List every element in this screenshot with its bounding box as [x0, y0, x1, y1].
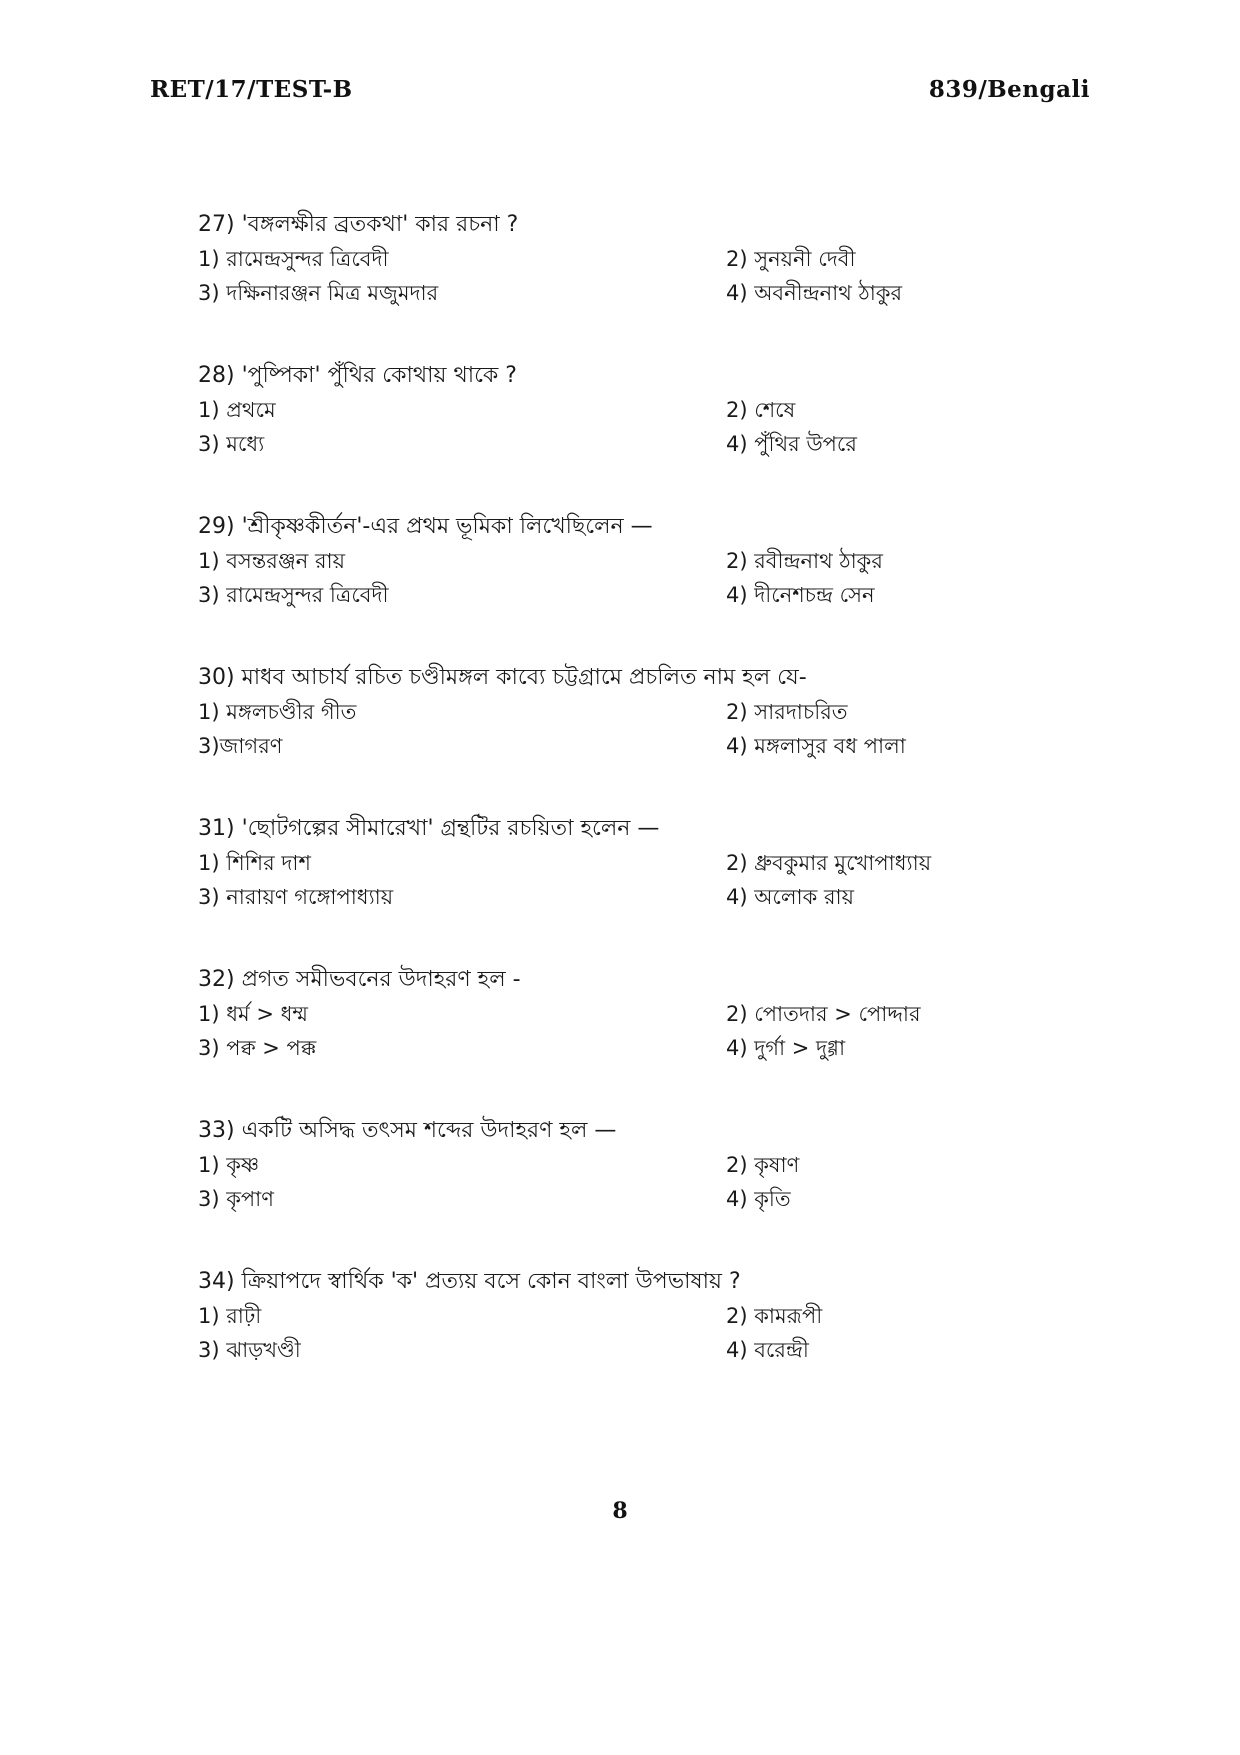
- option-3: 3) রামেন্দ্রসুন্দর ত্রিবেদী: [198, 583, 389, 607]
- option-3: 3) ঝাড়খণ্ডী: [198, 1338, 301, 1362]
- option-2: 2) শেষে: [726, 398, 796, 422]
- option-3: 3) পক্ব > পক্ক: [198, 1036, 317, 1060]
- question-text: 29) 'শ্রীকৃষ্ণকীর্তন'-এর প্রথম ভূমিকা লিখেছিলেন —: [198, 514, 653, 539]
- question-30: [198, 661, 1078, 812]
- option-1: 1) রাঢ়ী: [198, 1304, 262, 1328]
- question-34: [198, 1265, 1078, 1416]
- option-1: 1) ধর্ম > ধম্ম: [198, 1002, 308, 1026]
- option-row: [198, 880, 1078, 914]
- option-4: 4) দীনেশচন্দ্র সেন: [726, 583, 875, 607]
- option-4: 4) অবনীন্দ্রনাথ ঠাকুর: [726, 281, 903, 305]
- option-row: [198, 1182, 1078, 1216]
- option-1: 1) মঙ্গলচণ্ডীর গীত: [198, 700, 357, 724]
- option-4: 4) পুঁথির উপরে: [726, 432, 857, 456]
- option-row: [198, 695, 1078, 729]
- option-row: [198, 427, 1078, 461]
- header-exam-code: RET/17/TEST-B: [150, 76, 353, 103]
- option-row: [198, 1299, 1078, 1333]
- option-2: 2) কৃষাণ: [726, 1153, 800, 1177]
- option-row: [198, 393, 1078, 427]
- option-row: [198, 846, 1078, 880]
- question-text: 27) 'বঙ্গলক্ষীর ব্রতকথা' কার রচনা ?: [198, 212, 519, 237]
- question-31: [198, 812, 1078, 963]
- question-28: [198, 359, 1078, 510]
- option-4: 4) অলোক রায়: [726, 885, 854, 909]
- question-27: [198, 208, 1078, 359]
- option-2: 2) রবীন্দ্রনাথ ঠাকুর: [726, 549, 883, 573]
- header-paper-code: 839/Bengali: [928, 76, 1090, 103]
- option-3: 3) দক্ষিনারঞ্জন মিত্র মজুমদার: [198, 281, 439, 305]
- option-row: [198, 544, 1078, 578]
- option-1: 1) কৃষ্ণ: [198, 1153, 260, 1177]
- option-row: [198, 997, 1078, 1031]
- option-2: 2) সারদাচরিত: [726, 700, 848, 724]
- question-text: 34) ক্রিয়াপদে স্বার্থিক 'ক' প্রত্যয় বসে কোন বাংলা উপভাষায় ?: [198, 1269, 741, 1294]
- option-4: 4) মঙ্গলাসুর বধ পালা: [726, 734, 906, 758]
- question-text: 31) 'ছোটগল্পের সীমারেখা' গ্রন্থটির রচয়িতা হলেন —: [198, 816, 660, 841]
- question-29: [198, 510, 1078, 661]
- option-row: [198, 242, 1078, 276]
- option-2: 2) কামরূপী: [726, 1304, 823, 1328]
- option-row: [198, 276, 1078, 310]
- option-1: 1) প্রথমে: [198, 398, 276, 422]
- option-row: [198, 1333, 1078, 1367]
- question-text: 28) 'পুষ্পিকা' পুঁথির কোথায় থাকে ?: [198, 363, 517, 388]
- option-3: 3) নারায়ণ গঙ্গোপাধ্যায়: [198, 885, 394, 909]
- question-text: 32) প্রগত সমীভবনের উদাহরণ হল -: [198, 967, 521, 992]
- option-2: 2) পোতদার > পোদ্দার: [726, 1002, 921, 1026]
- option-4: 4) দুর্গা > দুগ্গা: [726, 1036, 846, 1060]
- question-list: [198, 208, 1078, 1416]
- page-number: 8: [612, 1498, 628, 1524]
- question-text: 33) একটি অসিদ্ধ তৎসম শব্দের উদাহরণ হল —: [198, 1118, 617, 1143]
- option-2: 2) সুনয়নী দেবী: [726, 247, 856, 271]
- option-4: 4) কৃতি: [726, 1187, 791, 1211]
- option-3: 3) মধ্যে: [198, 432, 265, 456]
- option-row: [198, 1148, 1078, 1182]
- option-1: 1) রামেন্দ্রসুন্দর ত্রিবেদী: [198, 247, 389, 271]
- option-3: 3) কৃপাণ: [198, 1187, 274, 1211]
- option-row: [198, 729, 1078, 763]
- option-1: 1) বসন্তরঞ্জন রায়: [198, 549, 345, 573]
- option-row: [198, 578, 1078, 612]
- question-33: [198, 1114, 1078, 1265]
- option-3: 3)জাগরণ: [198, 734, 283, 758]
- option-1: 1) শিশির দাশ: [198, 851, 311, 875]
- question-text: 30) মাধব আচার্য রচিত চণ্ডীমঙ্গল কাব্যে চট্টগ্রামে প্রচলিত নাম হল যে-: [198, 665, 807, 690]
- option-2: 2) ধ্রুবকুমার মুখোপাধ্যায়: [726, 851, 932, 875]
- option-4: 4) বরেন্দ্রী: [726, 1338, 809, 1362]
- option-row: [198, 1031, 1078, 1065]
- question-32: [198, 963, 1078, 1114]
